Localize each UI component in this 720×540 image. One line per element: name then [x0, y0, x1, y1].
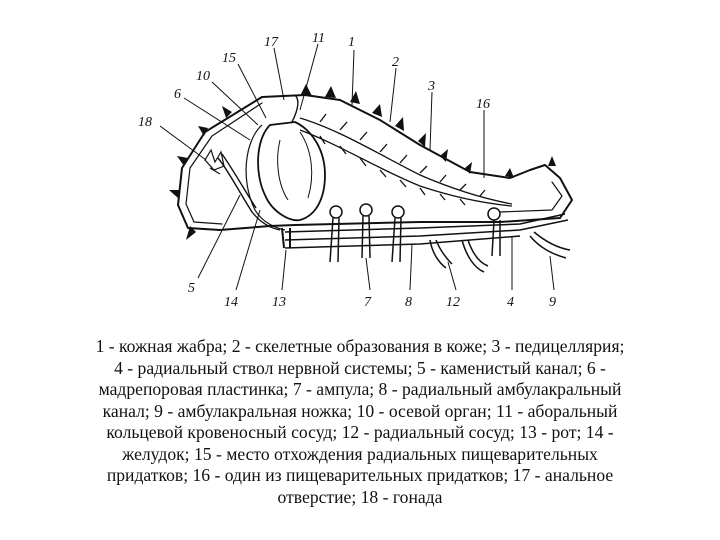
caption-line-1: 1 - кожная жабра; 2 - скелетные образования в коже; 3 - педицеллярия; [95, 336, 625, 356]
digestive-appendage [300, 114, 512, 206]
label-4: 4 [507, 295, 514, 310]
label-5: 5 [188, 281, 195, 296]
label-17: 17 [264, 35, 278, 50]
label-18: 18 [138, 115, 152, 130]
label-7: 7 [364, 295, 371, 310]
label-11: 11 [312, 31, 325, 46]
label-12: 12 [446, 295, 460, 310]
label-3: 3 [428, 79, 435, 94]
part-labels [138, 31, 556, 310]
arm-tip-inner [500, 182, 562, 212]
label-9: 9 [549, 295, 556, 310]
leader-lines [160, 44, 554, 290]
label-8: 8 [405, 295, 412, 310]
caption-line-4: канал; 9 - амбулакральная ножка; 10 - осевой орган; 11 - аборальный [102, 400, 618, 421]
label-13: 13 [272, 295, 286, 310]
label-1: 1 [348, 35, 355, 50]
body-wall-outline [178, 95, 572, 230]
caption-line-3: мадрепоровая пластинка; 7 - ампула; 8 - радиальный амбулакральный [98, 379, 622, 399]
caption-line-2: 4 - радиальный ствол нервной системы; 5 - каменистый канал; 6 - [114, 357, 606, 378]
label-6: 6 [174, 87, 181, 102]
label-14: 14 [224, 295, 238, 310]
label-15: 15 [222, 51, 236, 66]
label-2: 2 [392, 55, 399, 70]
caption-line-6: желудок; 15 - место отхождения радиальных пищеварительных [122, 443, 598, 464]
caption-line-5: кольцевой кровеносный сосуд; 12 - радиальный сосуд; 13 - рот; 14 - [106, 422, 614, 442]
mouth [282, 228, 290, 248]
figure-caption [40, 336, 680, 508]
caption-line-7: придатков; 16 - один из пищеварительных придатков; 17 - анальное [106, 465, 614, 485]
label-16: 16 [476, 97, 490, 112]
radial-canal [285, 214, 568, 248]
label-10: 10 [196, 69, 210, 84]
caption-line-8: отверстие; 18 - гонада [277, 486, 443, 507]
stomach [246, 95, 325, 230]
